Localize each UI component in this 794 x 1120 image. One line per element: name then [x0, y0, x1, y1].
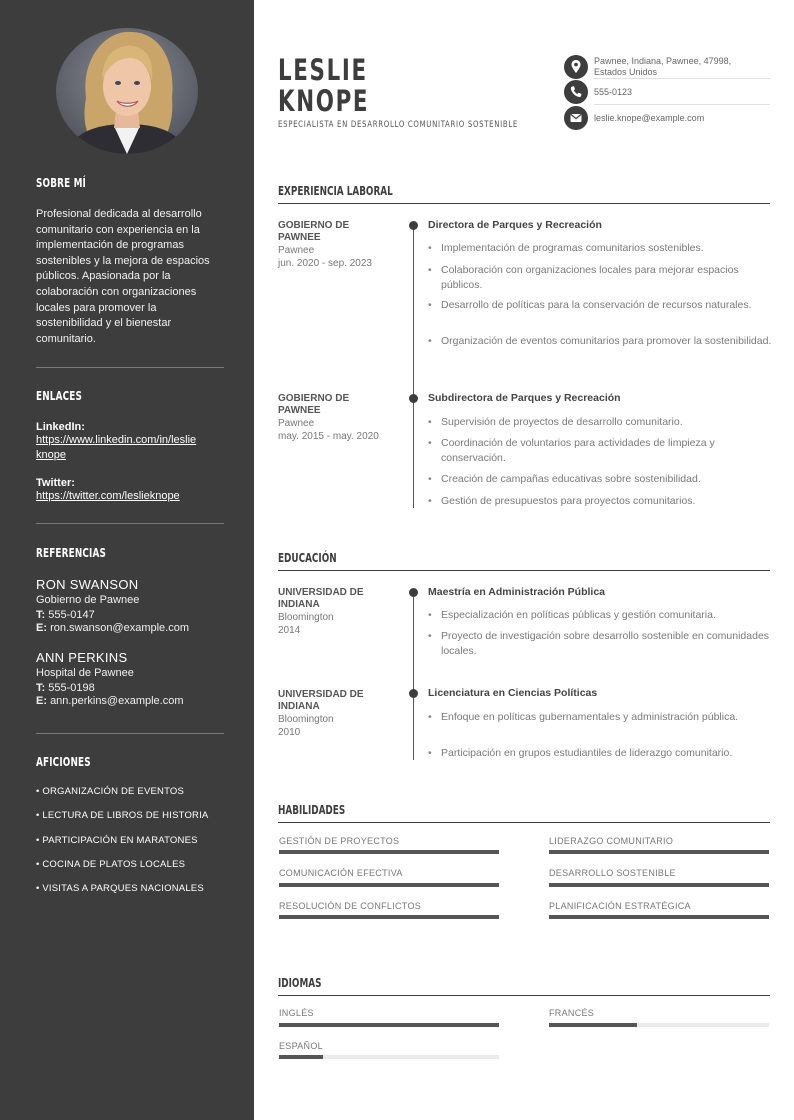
- link-label: LinkedIn:: [36, 421, 85, 433]
- skill-bar: [549, 883, 769, 887]
- edu-year: 2010: [278, 727, 301, 738]
- address: [594, 56, 731, 78]
- divider: [36, 367, 224, 368]
- name-first: LESLIE: [278, 53, 368, 87]
- email[interactable]: leslie.knope@example.com: [594, 113, 705, 123]
- hobby-item: • ORGANIZACIÓN DE EVENTOS: [36, 786, 185, 797]
- phone[interactable]: 555-0123: [594, 87, 633, 97]
- phone-icon: [564, 80, 588, 104]
- profile-photo: [56, 28, 198, 154]
- skill-label: COMUNICACIÓN EFECTIVA: [279, 868, 403, 878]
- timeline-dot: [409, 588, 418, 597]
- address-line: Pawnee, Indiana, Pawnee, 47998,: [594, 56, 732, 66]
- link-url-cont[interactable]: knope: [36, 448, 66, 461]
- job-location: Pawnee: [278, 418, 315, 429]
- reference-item: [36, 577, 236, 634]
- edu-org: [278, 587, 398, 637]
- job-bullet: • Gestión de presupuestos para proyectos comunitarios.: [428, 494, 772, 509]
- job-title: ESPECIALISTA EN DESARROLLO COMUNITARIO SOSTENIBLE: [278, 120, 519, 130]
- job-role: Subdirectora de Parques y Recreación: [428, 392, 621, 404]
- reference-email: [36, 622, 236, 634]
- twitter-link[interactable]: https://twitter.com/leslieknope: [36, 490, 180, 502]
- skills-heading: HABILIDADES: [278, 803, 346, 817]
- section-rule: [278, 570, 770, 571]
- skill-bar-fill: [279, 915, 499, 919]
- reference-phone: [36, 682, 236, 694]
- org-name: GOBIERNO DE: [278, 220, 350, 231]
- experience-heading: EXPERIENCIA LABORAL: [278, 184, 393, 198]
- divider: [594, 104, 770, 105]
- language-label: FRANCÉS: [549, 1008, 595, 1018]
- job-bullet: • Supervisión de proyectos de desarrollo comunitario.: [428, 415, 772, 430]
- reference-phone: [36, 609, 236, 621]
- org-name: INDIANA: [278, 599, 320, 610]
- phone-value: 555-0147: [48, 609, 95, 621]
- section-rule: [278, 203, 770, 204]
- job-role: Directora de Parques y Recreación: [428, 219, 602, 231]
- job-bullet: • Desarrollo de políticas para la conservación de recursos naturales.: [428, 298, 772, 313]
- skill-label: PLANIFICACIÓN ESTRATÉGICA: [549, 901, 691, 911]
- reference-name: ANN PERKINS: [36, 650, 128, 665]
- reference-org: Gobierno de Pawnee: [36, 594, 140, 606]
- org-name: PAWNEE: [278, 232, 321, 243]
- language-bar: [549, 1023, 769, 1027]
- skill-label: DESARROLLO SOSTENIBLE: [549, 868, 676, 878]
- job-bullet: • Coordinación de voluntarios para actividades de limpieza y conservación.: [428, 436, 772, 465]
- hobby-item: • VISITAS A PARQUES NACIONALES: [36, 883, 204, 894]
- reference-email: [36, 695, 236, 707]
- org-name: PAWNEE: [278, 405, 321, 416]
- timeline-dot: [409, 221, 418, 230]
- skill-bar: [279, 850, 499, 854]
- email-value: ann.perkins@example.com: [50, 695, 184, 707]
- skill-bar-fill: [549, 915, 769, 919]
- education-heading: EDUCACIÓN: [278, 551, 337, 565]
- phone-label: T:: [36, 682, 46, 694]
- phone-label: T:: [36, 609, 46, 621]
- timeline-line: [413, 592, 414, 760]
- skill-bar: [279, 883, 499, 887]
- skill-label: RESOLUCIÓN DE CONFLICTOS: [279, 901, 422, 911]
- language-label: ESPAÑOL: [279, 1041, 323, 1051]
- hobby-item: • PARTICIPACIÓN EN MARATONES: [36, 835, 198, 846]
- edu-degree: Licenciatura en Ciencias Políticas: [428, 687, 598, 699]
- link-twitter: [36, 477, 226, 504]
- job-bullet: • Colaboración con organizaciones locales para mejorar espacios públicos.: [428, 263, 772, 292]
- timeline-line: [413, 225, 414, 508]
- edu-bullet: • Enfoque en políticas gubernamentales y administración pública.: [428, 710, 772, 725]
- section-rule: [278, 822, 770, 823]
- timeline-dot: [409, 689, 418, 698]
- skill-label: GESTIÓN DE PROYECTOS: [279, 836, 400, 846]
- about-text: Profesional dedicada al desarrollo comunitario con experiencia en la implementación de programas sostenibles y la mejora de espacios públicos. Apasionada por la colaboración con organizaciones locales para promover la sostenibilidad y el bienestar comunitario.: [36, 208, 210, 345]
- email-value: ron.swanson@example.com: [50, 622, 190, 634]
- link-linkedin: [36, 421, 226, 462]
- location-pin-icon: [564, 55, 588, 79]
- edu-location: Bloomington: [278, 612, 334, 623]
- skill-bar-fill: [279, 883, 499, 887]
- job-bullet: • Organización de eventos comunitarios para promover la sostenibilidad.: [428, 334, 772, 349]
- edu-year: 2014: [278, 625, 301, 636]
- job-dates: jun. 2020 - sep. 2023: [278, 258, 372, 269]
- languages-heading: IDIOMAS: [278, 976, 322, 990]
- org-name: INDIANA: [278, 701, 320, 712]
- links-heading: ENLACES: [36, 389, 83, 403]
- name-last: KNOPE: [278, 84, 370, 118]
- skill-bar-fill: [279, 850, 499, 854]
- job-location: Pawnee: [278, 245, 315, 256]
- job-dates: may. 2015 - may. 2020: [278, 431, 379, 442]
- skill-bar: [279, 915, 499, 919]
- edu-org: [278, 689, 398, 739]
- org-name: UNIVERSIDAD DE: [278, 689, 364, 700]
- edu-bullet: • Participación en grupos estudiantiles de liderazgo comunitario.: [428, 746, 772, 761]
- edu-degree: Maestría en Administración Pública: [428, 586, 605, 598]
- org-name: UNIVERSIDAD DE: [278, 587, 364, 598]
- phone-value: 555-0198: [48, 682, 95, 694]
- job-org: [278, 220, 398, 270]
- language-bar: [279, 1055, 499, 1059]
- divider: [594, 78, 770, 79]
- org-name: GOBIERNO DE: [278, 393, 350, 404]
- references-heading: REFERENCIAS: [36, 546, 107, 560]
- hobby-item: • COCINA DE PLATOS LOCALES: [36, 859, 186, 870]
- language-bar-fill: [279, 1055, 323, 1059]
- divider: [36, 523, 224, 524]
- skill-bar: [549, 850, 769, 854]
- email-label: E:: [36, 622, 47, 634]
- language-bar-fill: [279, 1023, 499, 1027]
- skill-bar-fill: [549, 850, 769, 854]
- skill-bar-fill: [549, 883, 769, 887]
- divider: [36, 733, 224, 734]
- link-url[interactable]: https://www.linkedin.com/in/leslie: [36, 434, 197, 446]
- edu-location: Bloomington: [278, 714, 334, 725]
- address-line: Estados Unidos: [594, 67, 658, 77]
- email-label: E:: [36, 695, 47, 707]
- link-label: Twitter:: [36, 477, 75, 489]
- language-bar: [279, 1023, 499, 1027]
- envelope-icon: [564, 106, 588, 130]
- sidebar: [0, 0, 254, 1120]
- timeline-dot: [409, 394, 418, 403]
- job-bullet: • Implementación de programas comunitarios sostenibles.: [428, 241, 772, 256]
- hobbies-heading: AFICIONES: [36, 755, 91, 769]
- edu-bullet: • Proyecto de investigación sobre desarrollo sostenible en comunidades locales.: [428, 629, 772, 658]
- reference-name: RON SWANSON: [36, 577, 139, 592]
- language-bar-fill: [549, 1023, 637, 1027]
- reference-org: Hospital de Pawnee: [36, 667, 134, 679]
- language-label: INGLÉS: [279, 1008, 314, 1018]
- about-heading: SOBRE MÍ: [36, 176, 87, 190]
- skill-bar: [549, 915, 769, 919]
- edu-bullet: • Especialización en políticas públicas y gestión comunitaria.: [428, 608, 772, 623]
- linkedin-link[interactable]: [36, 433, 226, 462]
- section-rule: [278, 995, 770, 996]
- hobby-item: • LECTURA DE LIBROS DE HISTORIA: [36, 810, 209, 821]
- skill-label: LIDERAZGO COMUNITARIO: [549, 836, 674, 846]
- job-bullet: • Creación de campañas educativas sobre sostenibilidad.: [428, 472, 772, 487]
- reference-item: [36, 650, 236, 707]
- job-org: [278, 393, 398, 443]
